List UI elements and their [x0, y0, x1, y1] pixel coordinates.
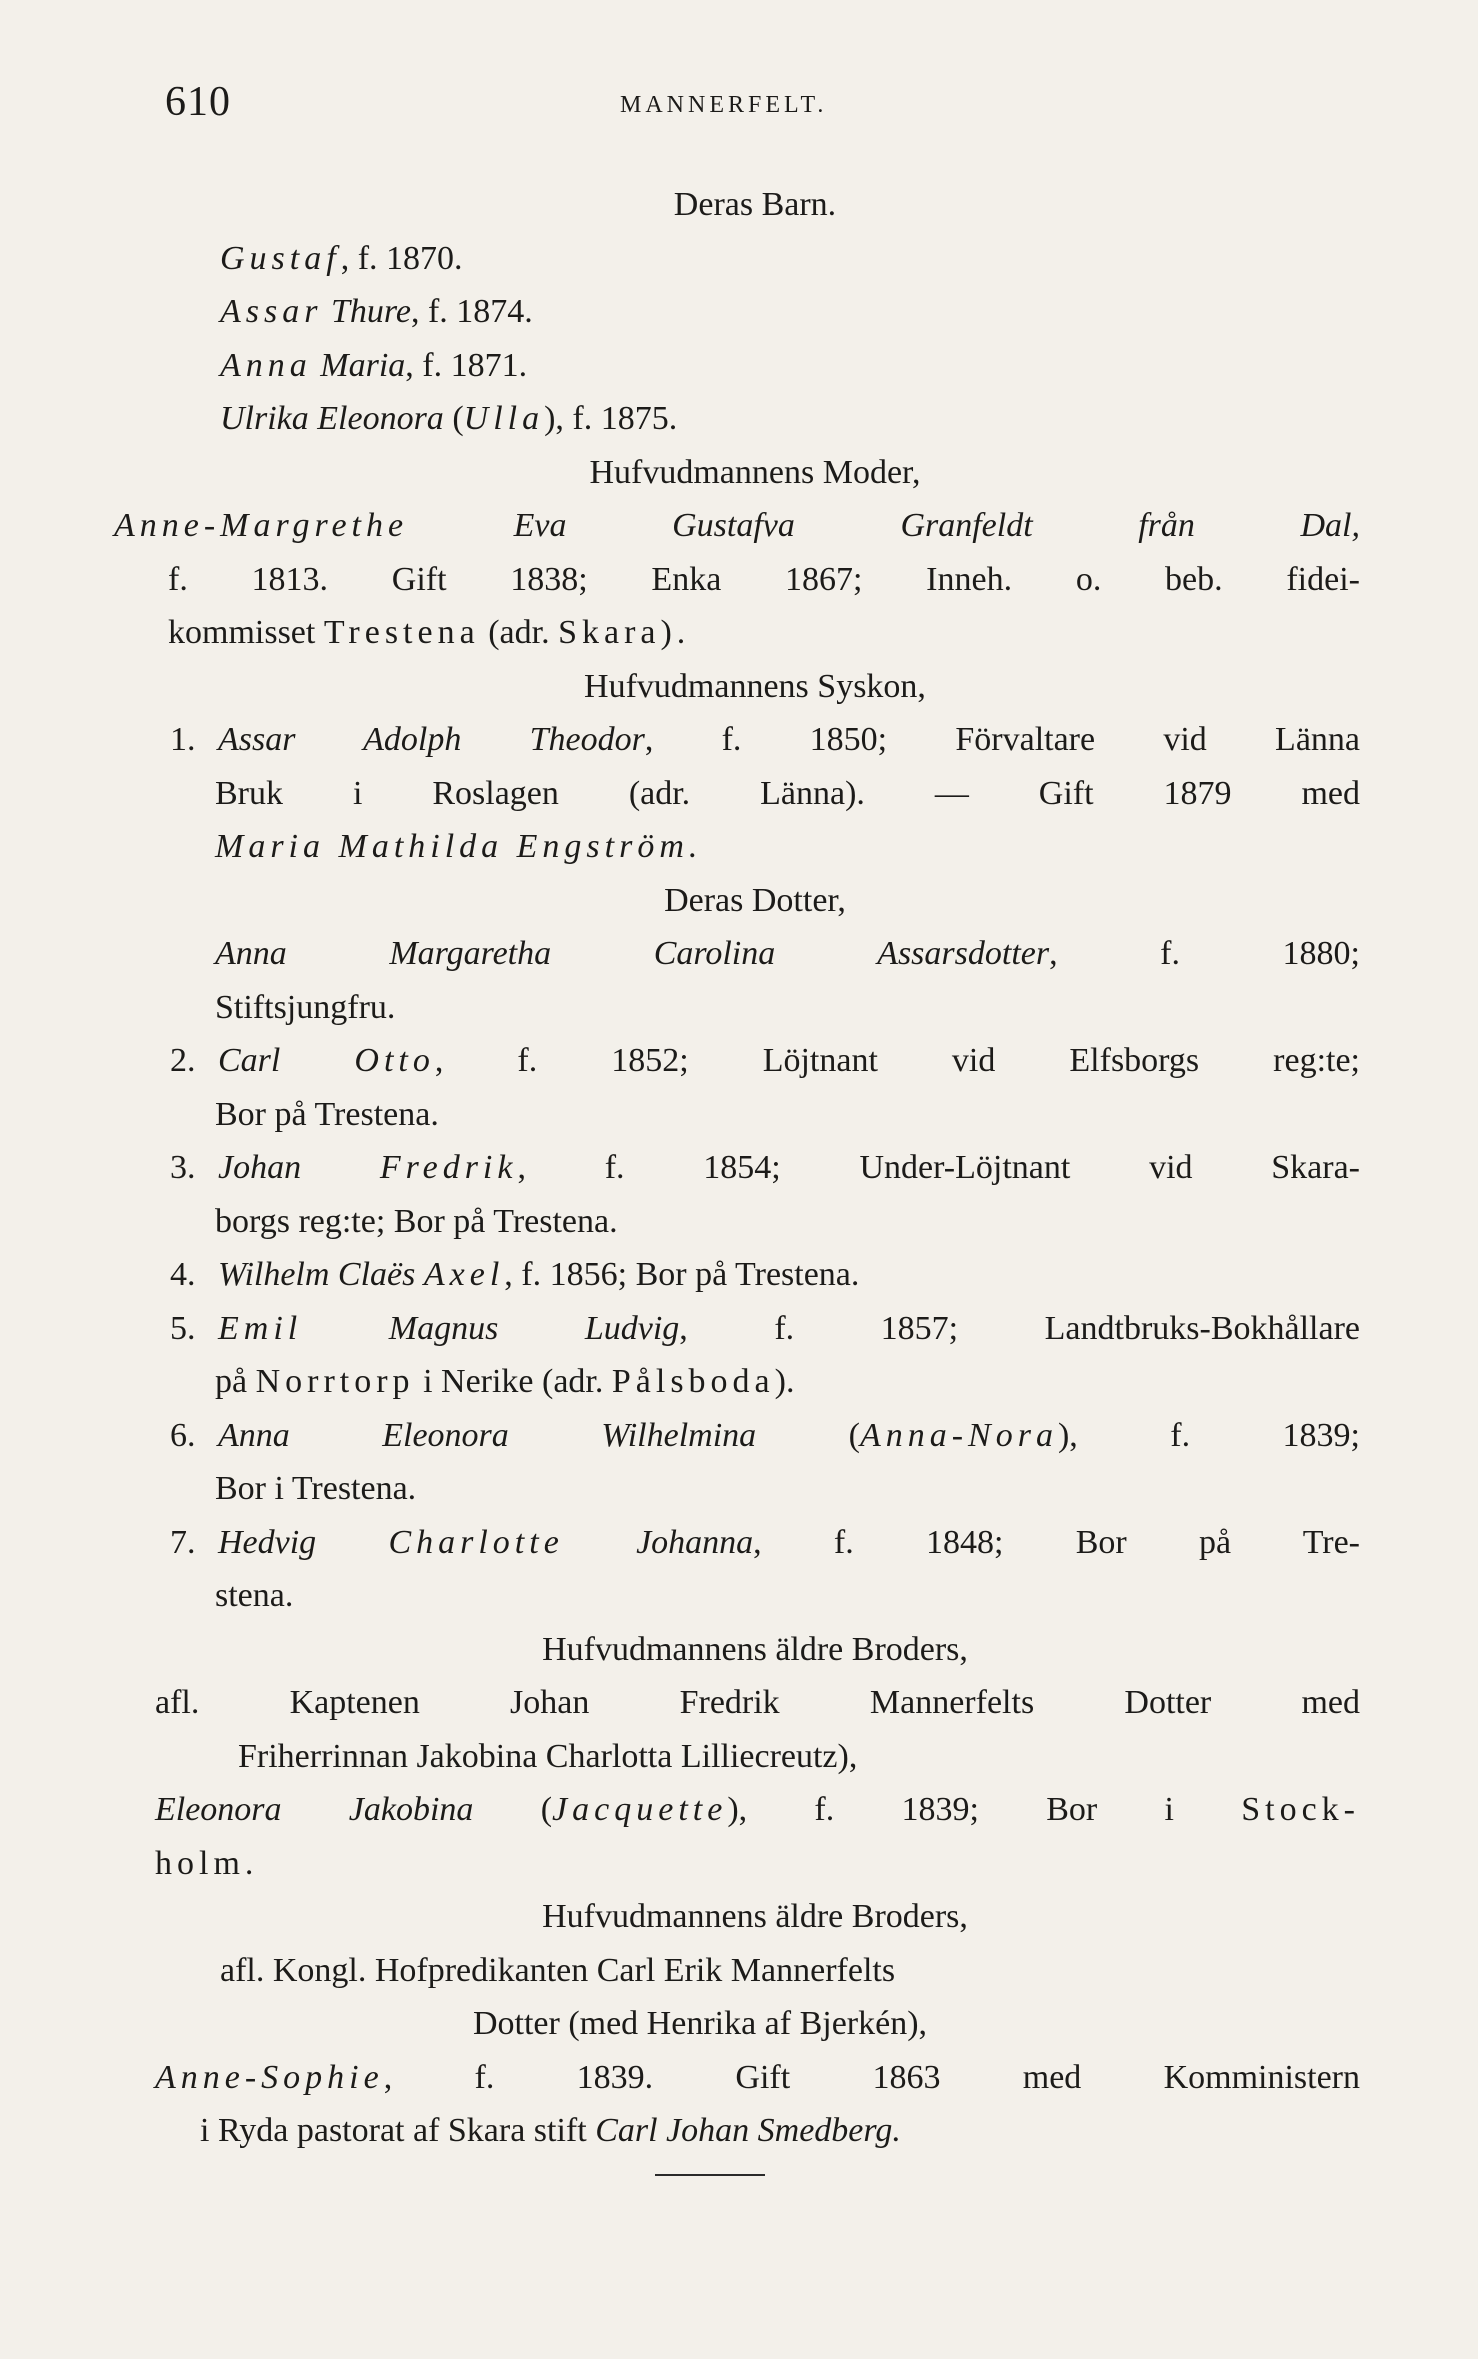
sibling-5: 5. Emil Magnus Ludvig, f. 1857; Landtbruks-Bokhållare	[170, 1309, 1360, 1347]
sibling-6-line: Bor i Trestena.	[215, 1470, 417, 1507]
elder-brother-line: holm.	[155, 1844, 259, 1882]
sibling-7: 7. Hedvig Charlotte Johanna, f. 1848; Bor på Tre-	[170, 1523, 1361, 1561]
sibling-5-line: på Norrtorp i Nerike (adr. Pålsboda).	[215, 1363, 795, 1400]
page-header	[165, 78, 1355, 128]
elder-brother-line: Anne-Sophie, f. 1839. Gift 1863 med Komministern	[155, 2058, 1360, 2096]
sibling-1: 1. Assar Adolph Theodor, f. 1850; Förvaltare vid Länna	[170, 721, 1361, 758]
daughter-line: Anna Margaretha Carolina Assarsdotter, f. 1880;	[215, 935, 1360, 972]
sibling-2-line: Bor på Trestena.	[215, 1095, 439, 1133]
sibling-3: 3. Johan Fredrik, f. 1854; Under-Löjtnant vid Skara-	[170, 1149, 1361, 1186]
child-line: Ulrika Eleonora (Ulla), f. 1875.	[220, 400, 678, 437]
page-body	[114, 178, 1361, 2158]
child-line: Anna Maria, f. 1871.	[220, 346, 528, 384]
sibling-2: 2. Carl Otto, f. 1852; Löjtnant vid Elfsborgs reg:te;	[170, 1042, 1360, 1079]
children-heading: Deras Barn.	[673, 186, 837, 223]
sibling-4: 4. Wilhelm Claës Axel, f. 1856; Bor på Trestena.	[170, 1256, 860, 1293]
elder-brother-line: i Ryda pastorat af Skara stift Carl Johan Smedberg.	[200, 2112, 901, 2149]
sibling-7-line: stena.	[215, 1577, 294, 1614]
sibling-1-spouse: Maria Mathilda Engström.	[215, 828, 703, 865]
elder-brother-line: afl. Kongl. Hofpredikanten Carl Erik Mannerfelts	[220, 1951, 896, 1989]
sibling-1-line: Bruk i Roslagen (adr. Länna). — Gift 1879 med	[215, 774, 1360, 812]
elder-brother-heading: Hufvudmannens äldre Broders,	[542, 1630, 968, 1668]
mother-line: f. 1813. Gift 1838; Enka 1867; Inneh. o. beb. fidei-	[168, 560, 1360, 598]
page-number: 610	[165, 79, 231, 125]
child-line: Gustaf, f. 1870.	[220, 239, 463, 277]
mother-line: kommisset Trestena (adr. Skara).	[168, 614, 691, 651]
sibling-6: 6. Anna Eleonora Wilhelmina (Anna-Nora), f. 1839;	[170, 1416, 1361, 1454]
running-title: MANNERFELT.	[620, 92, 828, 118]
siblings-heading: Hufvudmannens Syskon,	[584, 667, 926, 705]
elder-brother-line: Dotter (med Henrika af Bjerkén),	[472, 2005, 928, 2042]
mother-heading: Hufvudmannens Moder,	[589, 453, 921, 491]
mother-line: Anne-Margrethe Eva Gustafva Granfeldt från Dal,	[114, 507, 1360, 544]
end-rule	[655, 2174, 765, 2176]
elder-brother-line: Eleonora Jakobina (Jacquette), f. 1839; Bor i Stock-	[155, 1791, 1361, 1828]
daughter-line: Stiftsjungfru.	[215, 988, 396, 1026]
daughter-heading: Deras Dotter,	[664, 881, 846, 919]
child-line: Assar Thure, f. 1874.	[220, 293, 533, 330]
elder-brother-heading: Hufvudmannens äldre Broders,	[542, 1898, 968, 1935]
elder-brother-line: afl. Kaptenen Johan Fredrik Mannerfelts Dotter med	[155, 1684, 1360, 1721]
elder-brother-line: Friherrinnan Jakobina Charlotta Lilliecreutz),	[238, 1737, 858, 1775]
sibling-3-line: borgs reg:te; Bor på Trestena.	[215, 1202, 618, 1240]
